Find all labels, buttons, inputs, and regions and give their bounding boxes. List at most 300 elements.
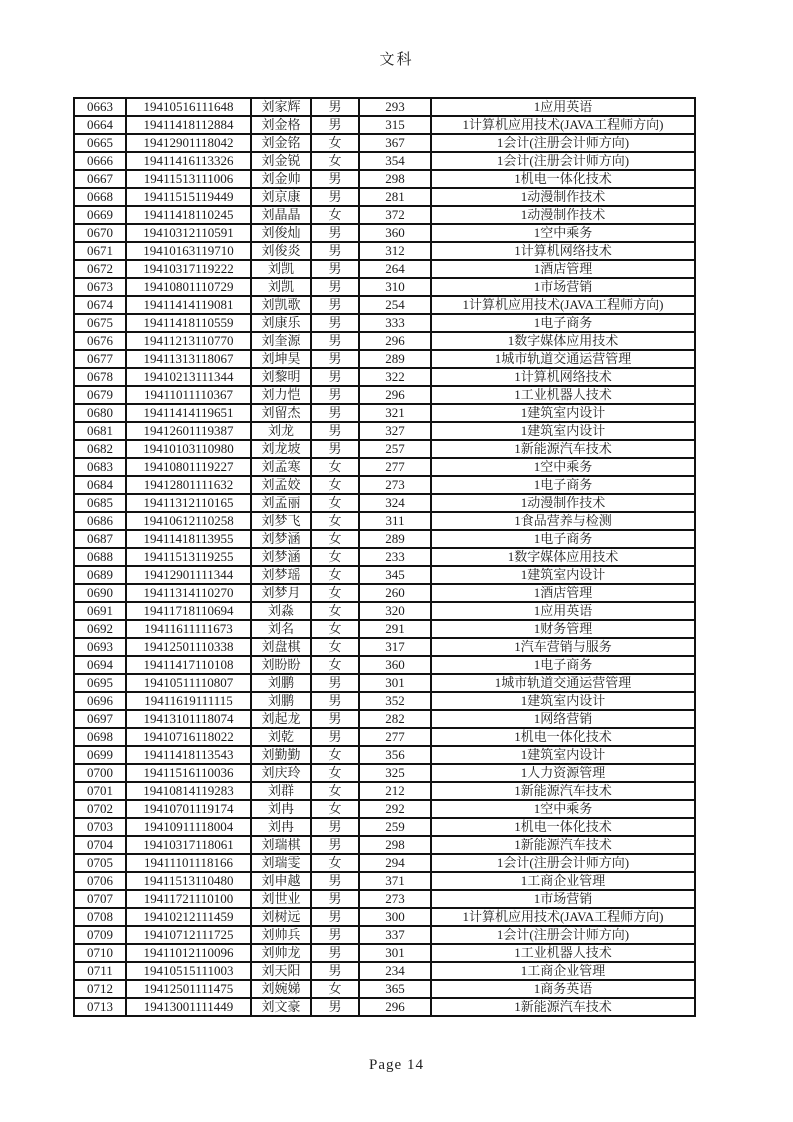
cell-gender: 男 [311,296,359,314]
cell-exam-id: 19411101118166 [126,854,251,872]
cell-student-name: 刘盼盼 [251,656,311,674]
table-row [74,440,695,458]
cell-row-number: 0663 [74,98,126,116]
cell-score: 233 [359,548,431,566]
cell-row-number: 0681 [74,422,126,440]
cell-row-number: 0710 [74,944,126,962]
cell-exam-id: 19410317118061 [126,836,251,854]
cell-gender: 男 [311,188,359,206]
table-row [74,368,695,386]
cell-student-name: 刘京康 [251,188,311,206]
cell-exam-id: 19410516111648 [126,98,251,116]
cell-row-number: 0691 [74,602,126,620]
cell-major: 1城市轨道交通运营管理 [431,350,695,368]
cell-row-number: 0708 [74,908,126,926]
cell-gender: 女 [311,602,359,620]
cell-row-number: 0704 [74,836,126,854]
cell-exam-id: 19411418110245 [126,206,251,224]
cell-gender: 男 [311,386,359,404]
cell-student-name: 刘梦月 [251,584,311,602]
cell-exam-id: 19411414119081 [126,296,251,314]
cell-exam-id: 19410612110258 [126,512,251,530]
cell-major: 1财务管理 [431,620,695,638]
table-row [74,836,695,854]
cell-gender: 女 [311,584,359,602]
cell-major: 1应用英语 [431,98,695,116]
cell-major: 1建筑室内设计 [431,692,695,710]
cell-score: 264 [359,260,431,278]
cell-major: 1机电一体化技术 [431,728,695,746]
cell-exam-id: 19411513119255 [126,548,251,566]
cell-exam-id: 19411515119449 [126,188,251,206]
cell-score: 294 [359,854,431,872]
cell-gender: 男 [311,440,359,458]
table-row [74,638,695,656]
cell-exam-id: 19411418110559 [126,314,251,332]
cell-student-name: 刘冉 [251,800,311,818]
table-row [74,656,695,674]
cell-score: 254 [359,296,431,314]
table-row [74,116,695,134]
cell-major: 1电子商务 [431,314,695,332]
cell-major: 1新能源汽车技术 [431,440,695,458]
cell-major: 1会计(注册会计师方向) [431,854,695,872]
cell-exam-id: 19411721110100 [126,890,251,908]
cell-student-name: 刘梦瑶 [251,566,311,584]
cell-gender: 女 [311,746,359,764]
cell-exam-id: 19413001111449 [126,998,251,1016]
cell-gender: 男 [311,224,359,242]
cell-exam-id: 19411012110096 [126,944,251,962]
cell-row-number: 0692 [74,620,126,638]
table-row [74,350,695,368]
cell-score: 273 [359,476,431,494]
cell-exam-id: 19410801110729 [126,278,251,296]
cell-student-name: 刘勤勤 [251,746,311,764]
cell-student-name: 刘名 [251,620,311,638]
cell-major: 1计算机应用技术(JAVA工程师方向) [431,908,695,926]
cell-score: 234 [359,962,431,980]
page-title: 文科 [379,52,414,68]
cell-exam-id: 19410801119227 [126,458,251,476]
cell-row-number: 0689 [74,566,126,584]
student-roster-table [73,97,696,1017]
cell-exam-id: 19413101118074 [126,710,251,728]
cell-score: 352 [359,692,431,710]
cell-exam-id: 19410716118022 [126,728,251,746]
cell-score: 212 [359,782,431,800]
cell-major: 1空中乘务 [431,224,695,242]
cell-major: 1电子商务 [431,656,695,674]
table-row [74,188,695,206]
cell-major: 1数字媒体应用技术 [431,548,695,566]
cell-student-name: 刘家辉 [251,98,311,116]
cell-score: 296 [359,998,431,1016]
cell-student-name: 刘凯歌 [251,296,311,314]
cell-gender: 男 [311,332,359,350]
cell-gender: 男 [311,116,359,134]
table-row [74,926,695,944]
cell-gender: 男 [311,314,359,332]
cell-row-number: 0686 [74,512,126,530]
table-row [74,98,695,116]
cell-student-name: 刘乾 [251,728,311,746]
cell-row-number: 0680 [74,404,126,422]
cell-exam-id: 19411414119651 [126,404,251,422]
cell-gender: 男 [311,710,359,728]
cell-student-name: 刘龙坡 [251,440,311,458]
cell-student-name: 刘俊炎 [251,242,311,260]
cell-student-name: 刘孟寒 [251,458,311,476]
cell-gender: 女 [311,134,359,152]
table-row [74,602,695,620]
cell-score: 320 [359,602,431,620]
table-row [74,962,695,980]
cell-student-name: 刘申越 [251,872,311,890]
cell-student-name: 刘奎源 [251,332,311,350]
cell-major: 1会计(注册会计师方向) [431,926,695,944]
cell-exam-id: 19412501110338 [126,638,251,656]
cell-gender: 男 [311,944,359,962]
cell-major: 1机电一体化技术 [431,170,695,188]
cell-score: 367 [359,134,431,152]
cell-exam-id: 19410712111725 [126,926,251,944]
cell-score: 282 [359,710,431,728]
cell-gender: 女 [311,854,359,872]
cell-score: 321 [359,404,431,422]
cell-exam-id: 19411312110165 [126,494,251,512]
cell-score: 257 [359,440,431,458]
cell-row-number: 0713 [74,998,126,1016]
cell-student-name: 刘梦涵 [251,548,311,566]
cell-gender: 男 [311,278,359,296]
cell-row-number: 0671 [74,242,126,260]
cell-score: 259 [359,818,431,836]
cell-row-number: 0679 [74,386,126,404]
cell-gender: 女 [311,476,359,494]
table-row [74,242,695,260]
cell-exam-id: 19410312110591 [126,224,251,242]
cell-gender: 男 [311,872,359,890]
cell-row-number: 0664 [74,116,126,134]
table-row [74,854,695,872]
cell-student-name: 刘金格 [251,116,311,134]
cell-exam-id: 19410212111459 [126,908,251,926]
cell-score: 291 [359,620,431,638]
cell-row-number: 0672 [74,260,126,278]
cell-student-name: 刘盘棋 [251,638,311,656]
cell-major: 1新能源汽车技术 [431,998,695,1016]
cell-major: 1空中乘务 [431,800,695,818]
cell-student-name: 刘康乐 [251,314,311,332]
cell-major: 1会计(注册会计师方向) [431,134,695,152]
cell-student-name: 刘黎明 [251,368,311,386]
cell-major: 1工业机器人技术 [431,386,695,404]
table-row [74,818,695,836]
cell-row-number: 0712 [74,980,126,998]
table-row [74,566,695,584]
cell-gender: 男 [311,98,359,116]
cell-row-number: 0687 [74,530,126,548]
cell-student-name: 刘金铭 [251,134,311,152]
cell-major: 1建筑室内设计 [431,566,695,584]
cell-score: 260 [359,584,431,602]
cell-score: 365 [359,980,431,998]
cell-student-name: 刘力恺 [251,386,311,404]
cell-exam-id: 19411418113543 [126,746,251,764]
cell-row-number: 0678 [74,368,126,386]
cell-major: 1网络营销 [431,710,695,728]
cell-student-name: 刘瑞棋 [251,836,311,854]
cell-major: 1工商企业管理 [431,872,695,890]
table-row [74,944,695,962]
cell-student-name: 刘龙 [251,422,311,440]
cell-major: 1建筑室内设计 [431,404,695,422]
cell-score: 354 [359,152,431,170]
cell-major: 1酒店管理 [431,584,695,602]
cell-gender: 男 [311,242,359,260]
cell-exam-id: 19411418113955 [126,530,251,548]
cell-student-name: 刘帅兵 [251,926,311,944]
cell-student-name: 刘树远 [251,908,311,926]
cell-score: 289 [359,530,431,548]
cell-gender: 女 [311,656,359,674]
cell-student-name: 刘帅龙 [251,944,311,962]
table-row [74,260,695,278]
cell-major: 1商务英语 [431,980,695,998]
cell-gender: 女 [311,620,359,638]
cell-student-name: 刘婉娣 [251,980,311,998]
cell-gender: 女 [311,458,359,476]
table-row [74,404,695,422]
cell-gender: 男 [311,350,359,368]
table-row [74,512,695,530]
table-row [74,476,695,494]
cell-exam-id: 19412801111632 [126,476,251,494]
cell-exam-id: 19410511110807 [126,674,251,692]
cell-row-number: 0667 [74,170,126,188]
table-row [74,890,695,908]
table-row [74,458,695,476]
cell-major: 1动漫制作技术 [431,188,695,206]
cell-major: 1会计(注册会计师方向) [431,152,695,170]
cell-row-number: 0694 [74,656,126,674]
cell-major: 1空中乘务 [431,458,695,476]
table-row [74,134,695,152]
cell-row-number: 0711 [74,962,126,980]
cell-exam-id: 19410515111003 [126,962,251,980]
cell-gender: 女 [311,206,359,224]
cell-student-name: 刘瑞雯 [251,854,311,872]
cell-score: 371 [359,872,431,890]
cell-row-number: 0699 [74,746,126,764]
cell-student-name: 刘晶晶 [251,206,311,224]
cell-gender: 男 [311,728,359,746]
table-row [74,584,695,602]
table-row [74,620,695,638]
cell-score: 324 [359,494,431,512]
cell-score: 281 [359,188,431,206]
cell-student-name: 刘起龙 [251,710,311,728]
cell-major: 1应用英语 [431,602,695,620]
cell-major: 1城市轨道交通运营管理 [431,674,695,692]
cell-row-number: 0688 [74,548,126,566]
table-row [74,206,695,224]
cell-exam-id: 19411417110108 [126,656,251,674]
cell-score: 296 [359,332,431,350]
table-row [74,872,695,890]
cell-exam-id: 19411011110367 [126,386,251,404]
cell-row-number: 0702 [74,800,126,818]
cell-major: 1计算机网络技术 [431,368,695,386]
cell-score: 325 [359,764,431,782]
cell-major: 1电子商务 [431,476,695,494]
cell-gender: 女 [311,764,359,782]
cell-row-number: 0683 [74,458,126,476]
cell-major: 1食品营养与检测 [431,512,695,530]
table-row [74,296,695,314]
cell-student-name: 刘留杰 [251,404,311,422]
cell-exam-id: 19411418112884 [126,116,251,134]
table-row [74,332,695,350]
cell-score: 300 [359,908,431,926]
cell-exam-id: 19411516110036 [126,764,251,782]
cell-gender: 女 [311,494,359,512]
cell-gender: 女 [311,152,359,170]
cell-score: 322 [359,368,431,386]
cell-student-name: 刘坤昊 [251,350,311,368]
cell-exam-id: 19411619111115 [126,692,251,710]
cell-exam-id: 19412901111344 [126,566,251,584]
cell-gender: 女 [311,548,359,566]
cell-row-number: 0707 [74,890,126,908]
cell-gender: 女 [311,512,359,530]
cell-major: 1电子商务 [431,530,695,548]
cell-gender: 男 [311,818,359,836]
cell-major: 1动漫制作技术 [431,206,695,224]
cell-score: 333 [359,314,431,332]
cell-student-name: 刘梦飞 [251,512,311,530]
cell-row-number: 0675 [74,314,126,332]
table-row [74,530,695,548]
cell-row-number: 0677 [74,350,126,368]
table-body [74,98,695,1016]
cell-major: 1计算机网络技术 [431,242,695,260]
cell-major: 1酒店管理 [431,260,695,278]
table-row [74,764,695,782]
cell-gender: 男 [311,170,359,188]
cell-gender: 男 [311,422,359,440]
cell-row-number: 0703 [74,818,126,836]
cell-exam-id: 19410163119710 [126,242,251,260]
table-row [74,728,695,746]
cell-student-name: 刘梦涵 [251,530,311,548]
cell-student-name: 刘凯 [251,278,311,296]
cell-exam-id: 19411513110480 [126,872,251,890]
cell-major: 1工商企业管理 [431,962,695,980]
cell-row-number: 0685 [74,494,126,512]
table-row [74,710,695,728]
cell-row-number: 0697 [74,710,126,728]
cell-exam-id: 19411314110270 [126,584,251,602]
cell-row-number: 0668 [74,188,126,206]
cell-exam-id: 19411611111673 [126,620,251,638]
cell-gender: 女 [311,800,359,818]
cell-gender: 男 [311,368,359,386]
cell-student-name: 刘冉 [251,818,311,836]
table-row [74,170,695,188]
cell-exam-id: 19410814119283 [126,782,251,800]
cell-gender: 男 [311,836,359,854]
cell-major: 1动漫制作技术 [431,494,695,512]
cell-row-number: 0709 [74,926,126,944]
cell-row-number: 0682 [74,440,126,458]
cell-gender: 女 [311,638,359,656]
cell-score: 345 [359,566,431,584]
cell-row-number: 0696 [74,692,126,710]
cell-gender: 男 [311,962,359,980]
cell-gender: 女 [311,566,359,584]
cell-score: 315 [359,116,431,134]
table-row [74,782,695,800]
cell-gender: 女 [311,782,359,800]
cell-row-number: 0690 [74,584,126,602]
cell-score: 293 [359,98,431,116]
table-row [74,980,695,998]
cell-exam-id: 19411313118067 [126,350,251,368]
cell-score: 311 [359,512,431,530]
cell-score: 372 [359,206,431,224]
table-row [74,800,695,818]
cell-exam-id: 19410103110980 [126,440,251,458]
cell-row-number: 0684 [74,476,126,494]
cell-student-name: 刘金锐 [251,152,311,170]
cell-row-number: 0701 [74,782,126,800]
cell-score: 273 [359,890,431,908]
cell-major: 1数字媒体应用技术 [431,332,695,350]
cell-row-number: 0669 [74,206,126,224]
cell-score: 289 [359,350,431,368]
cell-exam-id: 19412601119387 [126,422,251,440]
cell-row-number: 0698 [74,728,126,746]
cell-student-name: 刘孟姣 [251,476,311,494]
cell-row-number: 0695 [74,674,126,692]
table-row [74,998,695,1016]
cell-score: 337 [359,926,431,944]
table-row [74,314,695,332]
cell-gender: 男 [311,674,359,692]
cell-score: 277 [359,458,431,476]
cell-score: 312 [359,242,431,260]
cell-student-name: 刘天阳 [251,962,311,980]
cell-major: 1机电一体化技术 [431,818,695,836]
cell-student-name: 刘淼 [251,602,311,620]
cell-gender: 男 [311,260,359,278]
cell-student-name: 刘文豪 [251,998,311,1016]
cell-gender: 男 [311,890,359,908]
cell-gender: 男 [311,404,359,422]
cell-score: 356 [359,746,431,764]
cell-score: 298 [359,170,431,188]
cell-student-name: 刘鹏 [251,692,311,710]
cell-row-number: 0705 [74,854,126,872]
cell-exam-id: 19411416113326 [126,152,251,170]
cell-gender: 女 [311,980,359,998]
cell-student-name: 刘金帅 [251,170,311,188]
cell-score: 301 [359,944,431,962]
cell-score: 360 [359,656,431,674]
table-row [74,908,695,926]
